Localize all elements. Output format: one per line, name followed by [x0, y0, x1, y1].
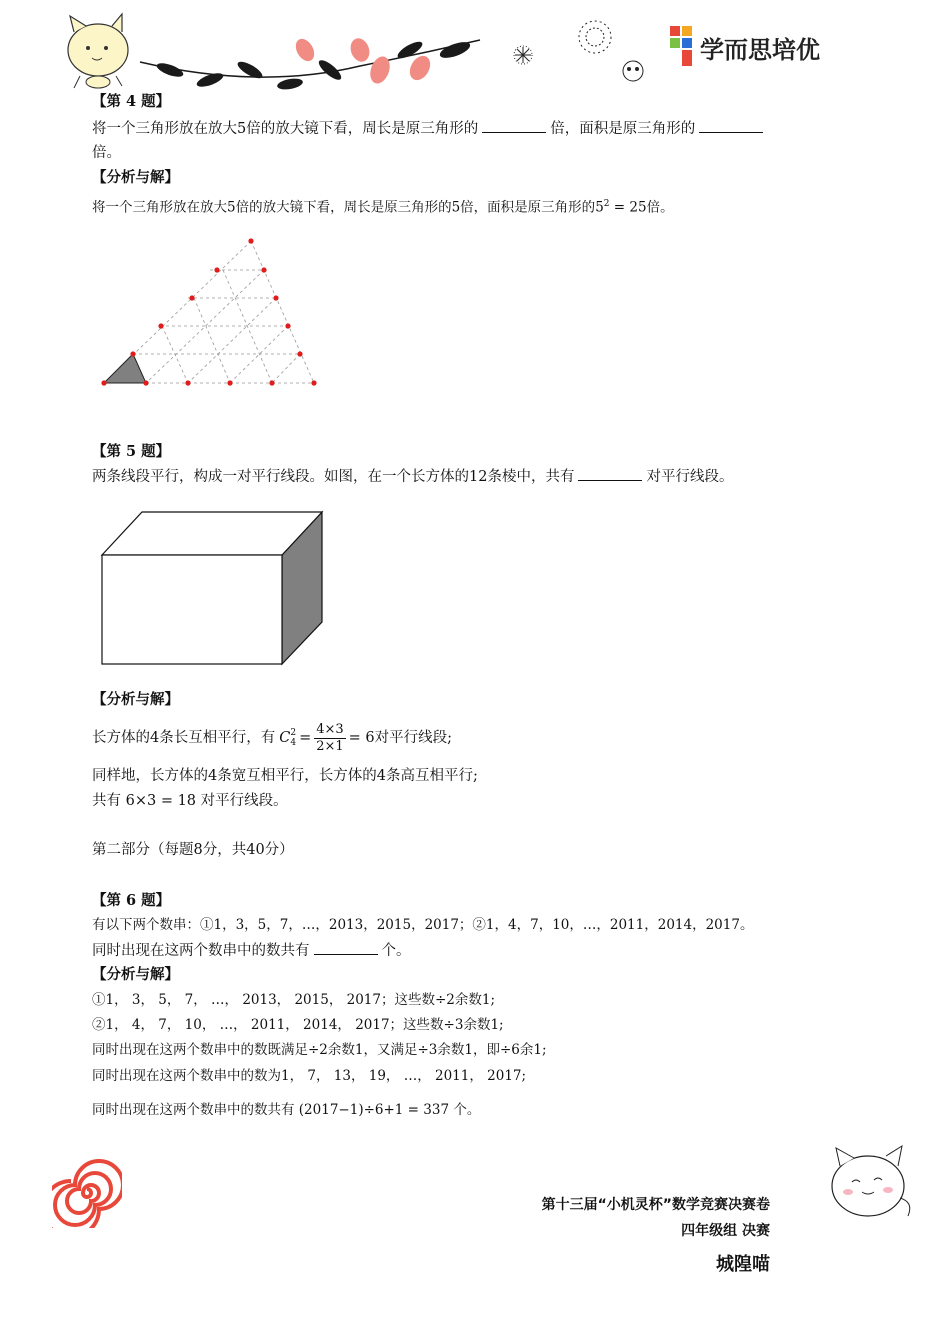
header-vine-decoration — [60, 10, 500, 100]
q5-analysis-title: 【分析与解】 — [92, 691, 179, 708]
q6-solution-4: 同时出现在这两个数串中的数为1， 7， 13， 19， …， 2011， 2017; — [92, 1068, 527, 1084]
q4-answer-blank-2 — [699, 118, 763, 133]
q4-question-part-a: 将一个三角形放在放大5倍的放大镜下看，周长是原三角形的 — [92, 121, 479, 137]
q6-title: 【第 6 题】 — [92, 892, 171, 909]
q5-answer-blank — [578, 466, 642, 481]
q4-title: 【第 4 题】 — [92, 93, 171, 110]
q4-answer — [92, 194, 674, 218]
q5-question-part-b: 对平行线段。 — [646, 469, 734, 485]
q6-solution-5: 同时出现在这两个数串中的数共有 (2017−1)÷6+1 = 337 个。 — [92, 1102, 481, 1118]
q5-question — [92, 466, 733, 487]
triangle-grid-figure — [98, 234, 323, 394]
q5-equals: = — [299, 730, 312, 746]
logo-text: 学而思培优 — [700, 35, 820, 64]
q5-solution-line1 — [92, 718, 452, 758]
q5-solution-line3: 共有 6×3 = 18 对平行线段。 — [92, 793, 288, 809]
dandelion-icon — [514, 21, 611, 64]
cuboid-front-face — [102, 555, 282, 664]
q4-question-part-b: 倍，面积是原三角形的 — [550, 121, 696, 137]
footer-author: 城隍喵 — [716, 1254, 770, 1275]
combination-superscript: 2 — [290, 728, 297, 738]
q6-question-line1: 有以下两个数串：①1，3，5，7，…，2013，2015，2017；②1，4，7，10，…，2011，2014，2017。 — [92, 917, 754, 933]
flower-doodles — [505, 15, 655, 95]
red-spiral-icon — [52, 1158, 122, 1228]
fraction-numerator: 4×3 — [316, 721, 344, 737]
part2-heading: 第二部分（每题8分，共40分） — [92, 842, 294, 858]
logo-mark-icon — [666, 22, 700, 72]
cat-face-doodle-icon — [824, 1140, 916, 1226]
q5-solution-text: 长方体的4条长互相平行，有 — [92, 730, 276, 746]
q5-solution-result: = 6对平行线段; — [348, 730, 453, 746]
brand-logo — [666, 22, 820, 72]
q4-answer-base: 5 — [595, 199, 604, 216]
small-shaded-triangle — [104, 354, 146, 383]
q6-solution-2: ②1， 4， 7， 10， …， 2011， 2014， 2017；这些数÷3余数1; — [92, 1017, 504, 1033]
q5-title: 【第 5 题】 — [92, 443, 171, 460]
fraction-denominator: 2×1 — [316, 738, 344, 754]
q4-question — [92, 118, 767, 139]
q4-analysis-title: 【分析与解】 — [92, 169, 179, 186]
cuboid-figure — [100, 510, 326, 668]
combination-symbol: C — [279, 730, 291, 746]
panda-doodle-icon — [623, 61, 643, 81]
q4-answer-exponent: 2 — [603, 199, 610, 209]
q6-analysis-title: 【分析与解】 — [92, 966, 179, 983]
q6-solution-3: 同时出现在这两个数串中的数既满足÷2余数1，又满足÷3余数1，即÷6余1; — [92, 1042, 547, 1058]
q5-solution-line2: 同样地，长方体的4条宽互相平行，长方体的4条高互相平行; — [92, 768, 478, 784]
q5-fraction — [314, 722, 345, 755]
q4-question-end: 倍。 — [92, 145, 121, 161]
q4-answer-text: 将一个三角形放在放大5倍的放大镜下看，周长是原三角形的5倍，面积是原三角形的 — [92, 199, 596, 216]
q4-answer-blank-1 — [482, 118, 546, 133]
q6-question-part-a: 同时出现在这两个数串中的数共有 — [92, 943, 310, 959]
footer-grade: 四年级组 决赛 — [681, 1223, 770, 1239]
footer-contest-title: 第十三届“小机灵杯”数学竞赛决赛卷 — [541, 1197, 770, 1213]
combination-subscript: 4 — [290, 738, 297, 748]
q6-answer-blank — [314, 940, 378, 955]
q6-solution-1: ①1， 3， 5， 7， …， 2013， 2015， 2017；这些数÷2余数1; — [92, 992, 496, 1008]
q6-question-part-b: 个。 — [381, 943, 411, 959]
q6-question-line2 — [92, 940, 411, 961]
q5-question-part-a: 两条线段平行，构成一对平行线段。如图，在一个长方体的12条棱中，共有 — [92, 469, 575, 485]
cat-doodle-icon — [68, 14, 128, 88]
q4-answer-result: = 25倍。 — [609, 199, 674, 216]
